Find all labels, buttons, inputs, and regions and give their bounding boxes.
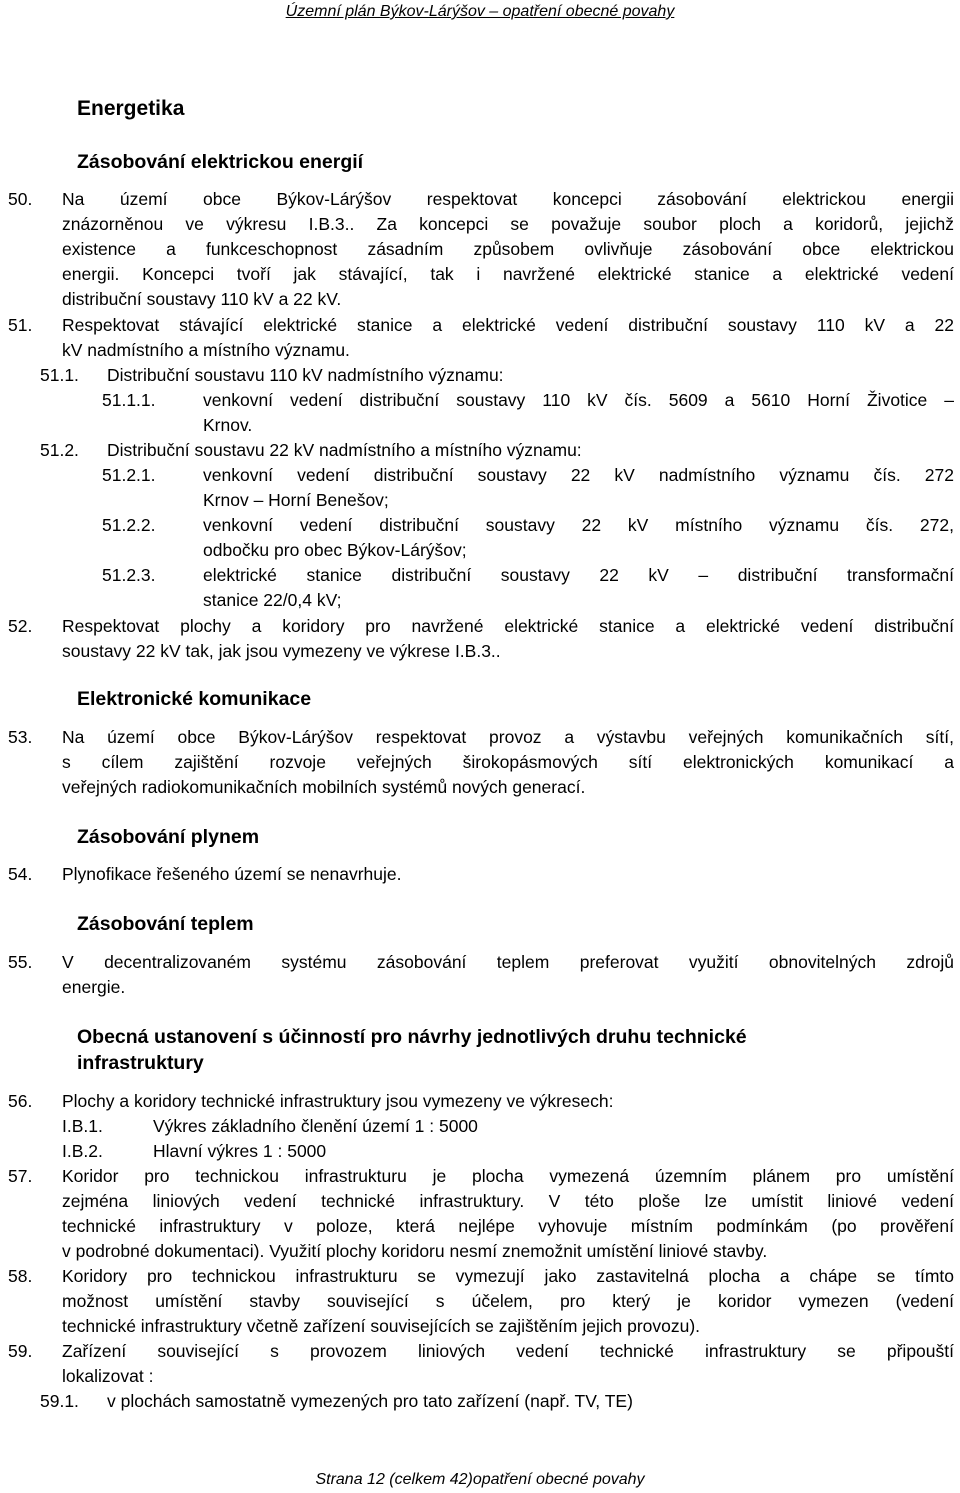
par-line: kV nadmístního a místního významu. [62, 340, 350, 360]
par-line: Plochy a koridory technické infrastruktury jsou vymezeny ve výkresech: [62, 1091, 614, 1111]
heading-electric: Zásobování elektrickou energií [77, 151, 364, 173]
par-line: Plynofikace řešeného území se nenavrhuje. [62, 864, 402, 884]
par-number: 53. [8, 727, 33, 747]
par-number: 58. [8, 1266, 33, 1286]
par-line: technické infrastruktury včetně zařízení souvisejících se zajištěním jejich provozu). [62, 1316, 701, 1336]
par-line: distribuční soustavy 110 kV a 22 kV. [62, 289, 342, 309]
par-number: 56. [8, 1091, 33, 1111]
par-line: Koridory pro technickou infrastrukturu se vymezují jako zastavitelná plocha a chápe se tímto [62, 1266, 954, 1286]
par-number: 51. [8, 315, 33, 335]
heading-heat: Zásobování teplem [77, 913, 254, 935]
subsubpar-line: venkovní vedení distribuční soustavy 22 kV místního významu čís. 272, [203, 515, 954, 535]
par-line: v podrobné dokumentaci). Využití plochy koridoru nesmí znemožnit umístění liniové stavby. [62, 1241, 768, 1261]
par-line: Koridor pro technickou infrastrukturu je plocha vymezená územním plánem pro umístění [62, 1166, 954, 1186]
par-line: existence a funkceschopnost zásadním způsobem ovlivňuje zásobování obce elektrickou [62, 239, 954, 259]
par-line: technické infrastruktury v poloze, která nejlépe vyhovuje místním podmínkám (po prověření [62, 1216, 954, 1236]
drawing-ref-text: Hlavní výkres 1 : 5000 [153, 1141, 327, 1161]
heading-general: Obecná ustanovení s účinností pro návrhy jednotlivých druhu technické [77, 1026, 747, 1048]
heading-gas: Zásobování plynem [77, 826, 260, 848]
par-line: energii. Koncepci tvoří jak stávající, tak i navržené elektrické stanice a elektrické vedení [62, 264, 954, 284]
par-line: možnost umístění stavby související s účelem, pro který je koridor vymezen (vedení [62, 1291, 954, 1311]
section-title: Energetika [77, 97, 185, 120]
par-line: Na území obce Býkov-Lárýšov respektovat provoz a výstavbu veřejných komunikačních sítí, [62, 727, 954, 747]
subpar-number: 51.2. [40, 440, 79, 460]
subsubpar-line: Krnov. [203, 415, 253, 435]
subsubpar-number: 51.2.1. [102, 465, 156, 485]
par-line: lokalizovat : [62, 1366, 154, 1386]
subsubpar-line: elektrické stanice distribuční soustavy 22 kV – distribuční transformační [203, 565, 954, 585]
header-title: Územní plán Býkov-Lárýšov – opatření obecné povahy [285, 3, 675, 20]
par-number: 59. [8, 1341, 33, 1361]
par-line: veřejných radiokomunikačních mobilních systémů nových generací. [62, 777, 586, 797]
par-number: 57. [8, 1166, 33, 1186]
subpar-text: Distribuční soustavu 22 kV nadmístního a místního významu: [107, 440, 582, 460]
subpar-number: 51.1. [40, 365, 79, 385]
subsubpar-line: venkovní vedení distribuční soustavy 110 kV čís. 5609 a 5610 Horní Životice – [203, 390, 954, 410]
par-number: 52. [8, 616, 33, 636]
par-line: Respektovat plochy a koridory pro navržené elektrické stanice a elektrické vedení distribuční [62, 616, 954, 636]
par-line: energie. [62, 977, 126, 997]
par-line: Na území obce Býkov-Lárýšov respektovat koncepci zásobování elektrickou energii [62, 189, 954, 209]
subsubpar-line: Krnov – Horní Benešov; [203, 490, 389, 510]
subpar-text: v plochách samostatně vymezených pro tato zařízení (např. TV, TE) [107, 1391, 633, 1411]
subsubpar-line: odbočku pro obec Býkov-Lárýšov; [203, 540, 467, 560]
par-line: soustavy 22 kV tak, jak jsou vymezeny ve výkrese I.B.3.. [62, 641, 501, 661]
par-number: 55. [8, 952, 33, 972]
drawing-ref-number: I.B.1. [62, 1116, 103, 1136]
subsubpar-line: stanice 22/0,4 kV; [203, 590, 342, 610]
heading-electronic: Elektronické komunikace [77, 688, 312, 710]
par-line: znázorněnou ve výkresu I.B.3.. Za koncepci se považuje soubor ploch a koridorů, jejichž [62, 214, 954, 234]
drawing-ref-number: I.B.2. [62, 1141, 103, 1161]
heading-general-cont: infrastruktury [77, 1052, 204, 1074]
subsubpar-line: venkovní vedení distribuční soustavy 22 kV nadmístního významu čís. 272 [203, 465, 954, 485]
par-line: V decentralizovaném systému zásobování teplem preferovat využití obnovitelných zdrojů [62, 952, 954, 972]
subsubpar-number: 51.2.3. [102, 565, 156, 585]
par-line: zejména liniových vedení technické infrastruktury. V této ploše lze umístit liniové vedení [62, 1191, 954, 1211]
page-header [0, 2, 960, 22]
subsubpar-number: 51.2.2. [102, 515, 156, 535]
drawing-ref-text: Výkres základního členění území 1 : 5000 [153, 1116, 478, 1136]
par-number: 50. [8, 189, 33, 209]
par-line: s cílem zajištění rozvoje veřejných širokopásmových sítí elektronických komunikací a [62, 752, 954, 772]
subsubpar-number: 51.1.1. [102, 390, 156, 410]
par-line: Zařízení související s provozem liniových vedení technické infrastruktury se připouští [62, 1341, 954, 1361]
subpar-number: 59.1. [40, 1391, 79, 1411]
page-footer: Strana 12 (celkem 42)opatření obecné povahy [315, 1471, 645, 1488]
par-number: 54. [8, 864, 33, 884]
par-line: Respektovat stávající elektrické stanice a elektrické vedení distribuční soustavy 110 kV a 22 [62, 315, 954, 335]
subpar-text: Distribuční soustavu 110 kV nadmístního významu: [107, 365, 504, 385]
